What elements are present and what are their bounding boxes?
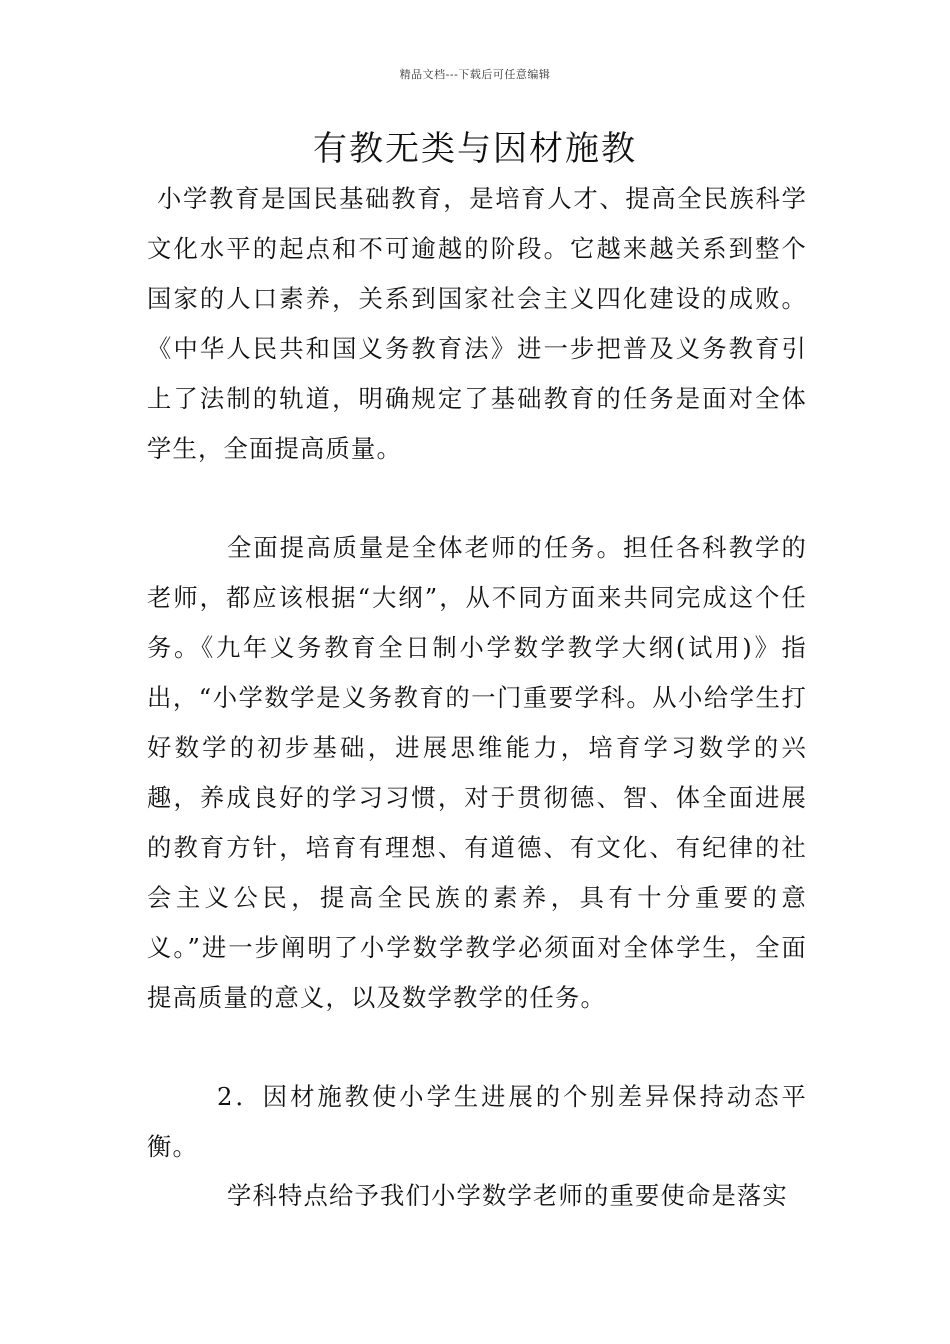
page-header: 精品文档---下载后可任意编辑 xyxy=(399,68,551,81)
document-title: 有教无类与因材施教 xyxy=(313,129,637,169)
paragraph-3: 学科特点给予我们小学数学老师的重要使命是落实 xyxy=(227,1181,788,1210)
paragraph-1: 小学教育是国民基础教育，是培育人才、提高全民族科学文化水平的起点和不可逾越的阶段。它越来越关系到整个国家的人口素养，关系到国家社会主义四化建设的成败。《中华人民共和国义务教育法》进一步把普及义务教育引上了法制的轨道，明确规定了基础教育的任务是面对全体学生，全面提高质量。 xyxy=(147,184,807,463)
section-heading: 2．因材施教使小学生进展的个别差异保持动态平衡。 xyxy=(147,1082,807,1161)
paragraph-2: 全面提高质量是全体老师的任务。担任各科教学的老师，都应该根据“大纲”，从不同方面来共同完成这个任务。《九年义务教育全日制小学数学教学大纲(试用)》指出，“小学数学是义务教育的一门重要学科。从小给学生打好数学的初步基础，进展思维能力，培育学习数学的兴趣，养成良好的学习习惯，对于贯彻德、智、体全面进展的教育方针，培育有理想、有道德、有文化、有纪律的社会主义公民，提高全民族的素养，具有十分重要的意义。”进一步阐明了小学数学教学必须面对全体学生，全面提高质量的意义，以及数学教学的任务。 xyxy=(147,533,807,1012)
